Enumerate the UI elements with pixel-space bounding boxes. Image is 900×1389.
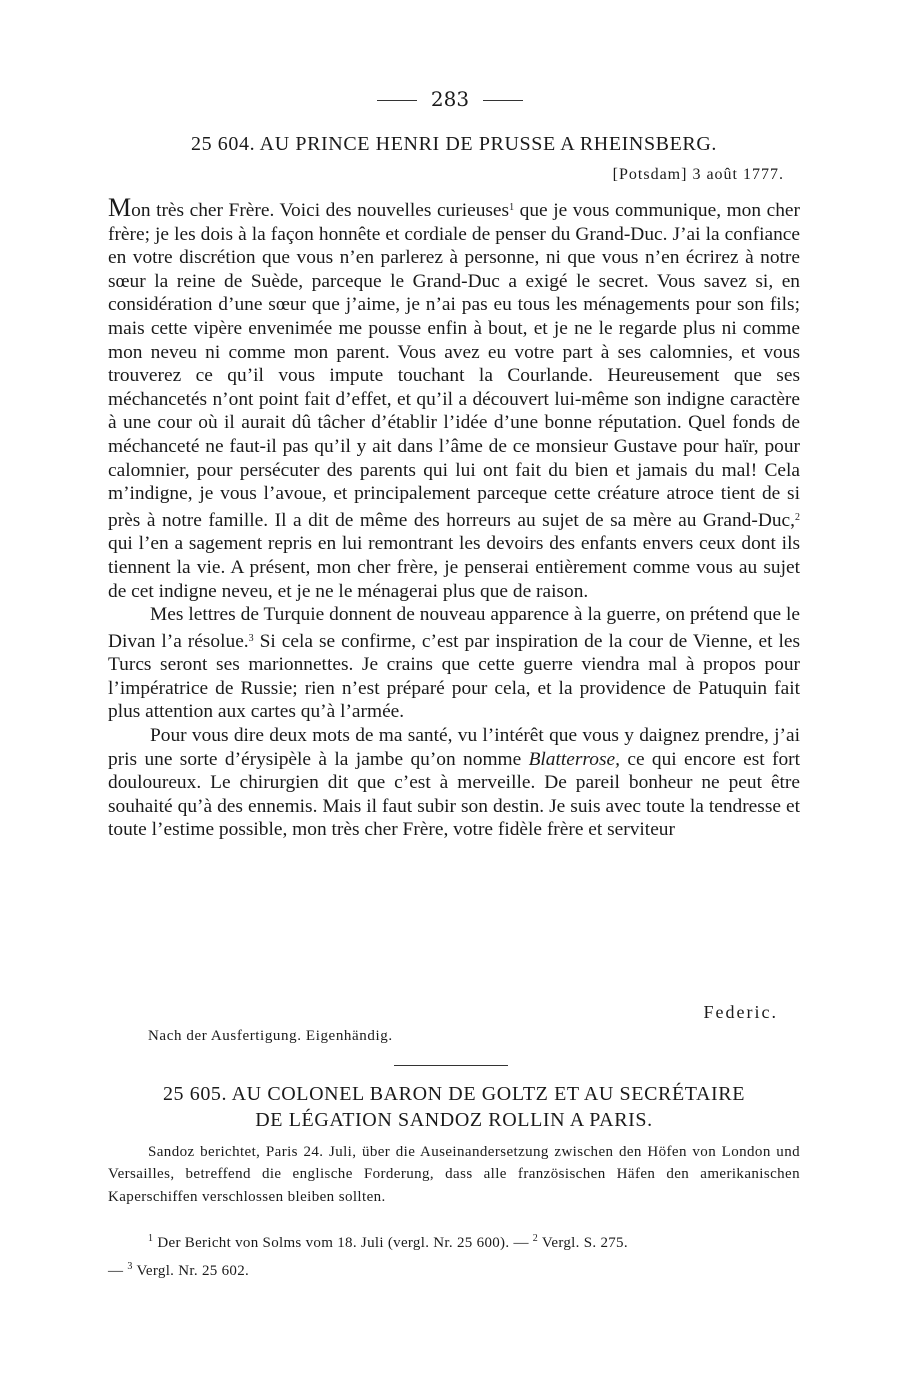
footnote-3-dash: — [108, 1263, 128, 1279]
footnote-3: Vergl. Nr. 25 602. [132, 1263, 250, 1279]
letter-summary: Sandoz berichtet, Paris 24. Juli, über die Auseinandersetzung zwischen den Höfen von London und Versailles, betreffend die englische Forderung, dass alle französischen Häfen den amerikanischen Kaperschiffen verschlossen bleiben sollten. [108, 1144, 800, 1205]
letter-signature: Federic. [703, 1002, 778, 1022]
footnote-mark-2: 2 [532, 1233, 539, 1244]
second-heading-line-1: 25 605. AU COLONEL BARON DE GOLTZ ET AU SECRÉTAIRE [162, 1083, 746, 1105]
letter-body [108, 193, 801, 842]
letter-heading: 25 604. AU PRINCE HENRI DE PRUSSE A RHEINSBERG. [190, 133, 718, 155]
folio-dash-right [483, 100, 523, 101]
footnotes [108, 1227, 800, 1283]
folio-dash-left [377, 100, 417, 101]
footnote-mark-1: 1 [148, 1233, 154, 1244]
footnote-ref-3: 3 [248, 632, 254, 644]
paragraph-2-start: Mes lettres de Turquie donnent de nouveau apparence à la guerre, on prétend que le Divan l’a résolue. [108, 604, 800, 652]
drop-capital: M [108, 193, 132, 222]
footnote-mark-3: 3 [127, 1261, 133, 1272]
paragraph-2-rest: Si cela se confirme, c’est par inspiration de la cour de Vienne, et les Turcs seront ses marionnettes. Je crains que cette guerre viendra mal à propos pour l’impératrice de Russie; rien n’est préparé pour cela, et la providence de Patuquin fait plus attention aux cartes qu’à l’armée. [108, 630, 800, 723]
footnote-2: Vergl. S. 275. [538, 1235, 628, 1251]
letter-paragraph-1 [108, 193, 801, 603]
page-number-line [0, 86, 900, 112]
source-note: Nach der Ausfertigung. Eigenhändig. [148, 1028, 393, 1044]
second-letter-heading [108, 1081, 800, 1133]
second-heading-line-2: DE LÉGATION SANDOZ ROLLIN A PARIS. [255, 1109, 653, 1131]
letter-dateline: [Potsdam] 3 août 1777. [612, 166, 784, 183]
footnote-line-2 [108, 1255, 800, 1283]
footnote-ref-2: 2 [795, 511, 800, 523]
paragraph-1-middle: que je vous communique, mon cher frère; je les dois à la façon honnête et cordiale de penser du Grand-Duc. J’ai la confiance en votre discrétion que vous n’en parlerez à personne, ni que vous n’en écrirez à notre sœur la reine de Suède, parceque le Grand-Duc a exigé le secret. Vous savez si, en considération d’une sœur que j’aime, je n’ai pas eu tous les ménagements pour son fils; mais cette vipère envenimée me pousse enfin à bout, et je ne le regarde plus ni comme mon neveu ni comme mon parent. Vous avez eu votre part à ses calomnies, et vous trouverez ce qu’il vous impute touchant la Courlande. Heureusement que ses méchancetés n’ont point fait d’effet, et qu’il a découvert lui-même son indigne caractère à une cour où il aurait dû tâcher d’établir l’idée d’une bonne réputation. Quel fonds de méchanceté ne faut-il pas qu’il y ait dans l’âme de ce monsieur Gustave pour haïr, pour calomnier, pour persécuter des parents qui lui ont fait du bien et jamais du mal! Cela m’indigne, je vous l’avoue, et principalement parceque cette créature atroce tient de si près à notre famille. Il a dit de même des horreurs au sujet de sa mère au Grand-Duc, [108, 200, 801, 531]
letter-paragraph-2 [108, 603, 800, 724]
letter-paragraph-3 [108, 724, 800, 842]
page-number: 283 [430, 87, 470, 111]
footnote-1: Der Bericht von Solms vom 18. Juli (vergl. Nr. 25 600). — [153, 1235, 533, 1251]
paragraph-1-end: qui l’en a sagement repris en lui remontrant les devoirs des enfants envers ceux dont ils tiennent la vie. A présent, mon cher frère, je penserai entièrement comme vous au sujet de cet indigne neveu, et je ne le ménagerai plus que de raison. [108, 533, 800, 602]
paragraph-1-start: on très cher Frère. Voici des nouvelles curieuses [131, 200, 510, 221]
footnote-line [108, 1227, 800, 1255]
footnote-ref-1: 1 [509, 202, 515, 213]
paragraph-3-rest: ce qui encore est fort douloureux. Le chirurgien dit que c’est à merveille. De pareil bonheur ne peut être souhaité qu’à des ennemis. Mais il faut subir son destin. Je suis avec toute la tendresse et toute l’estime possible, mon très cher Frère, votre fidèle frère et serviteur [108, 748, 800, 841]
paragraph-3-italic-term: Blatterrose, [528, 748, 620, 770]
section-divider [394, 1065, 508, 1066]
paragraph-3-start: Pour vous dire deux mots de ma santé, vu l’intérêt que vous y daignez prendre, j’ai pris une sorte d’érysipèle à la jambe qu’on nomme [108, 725, 800, 770]
